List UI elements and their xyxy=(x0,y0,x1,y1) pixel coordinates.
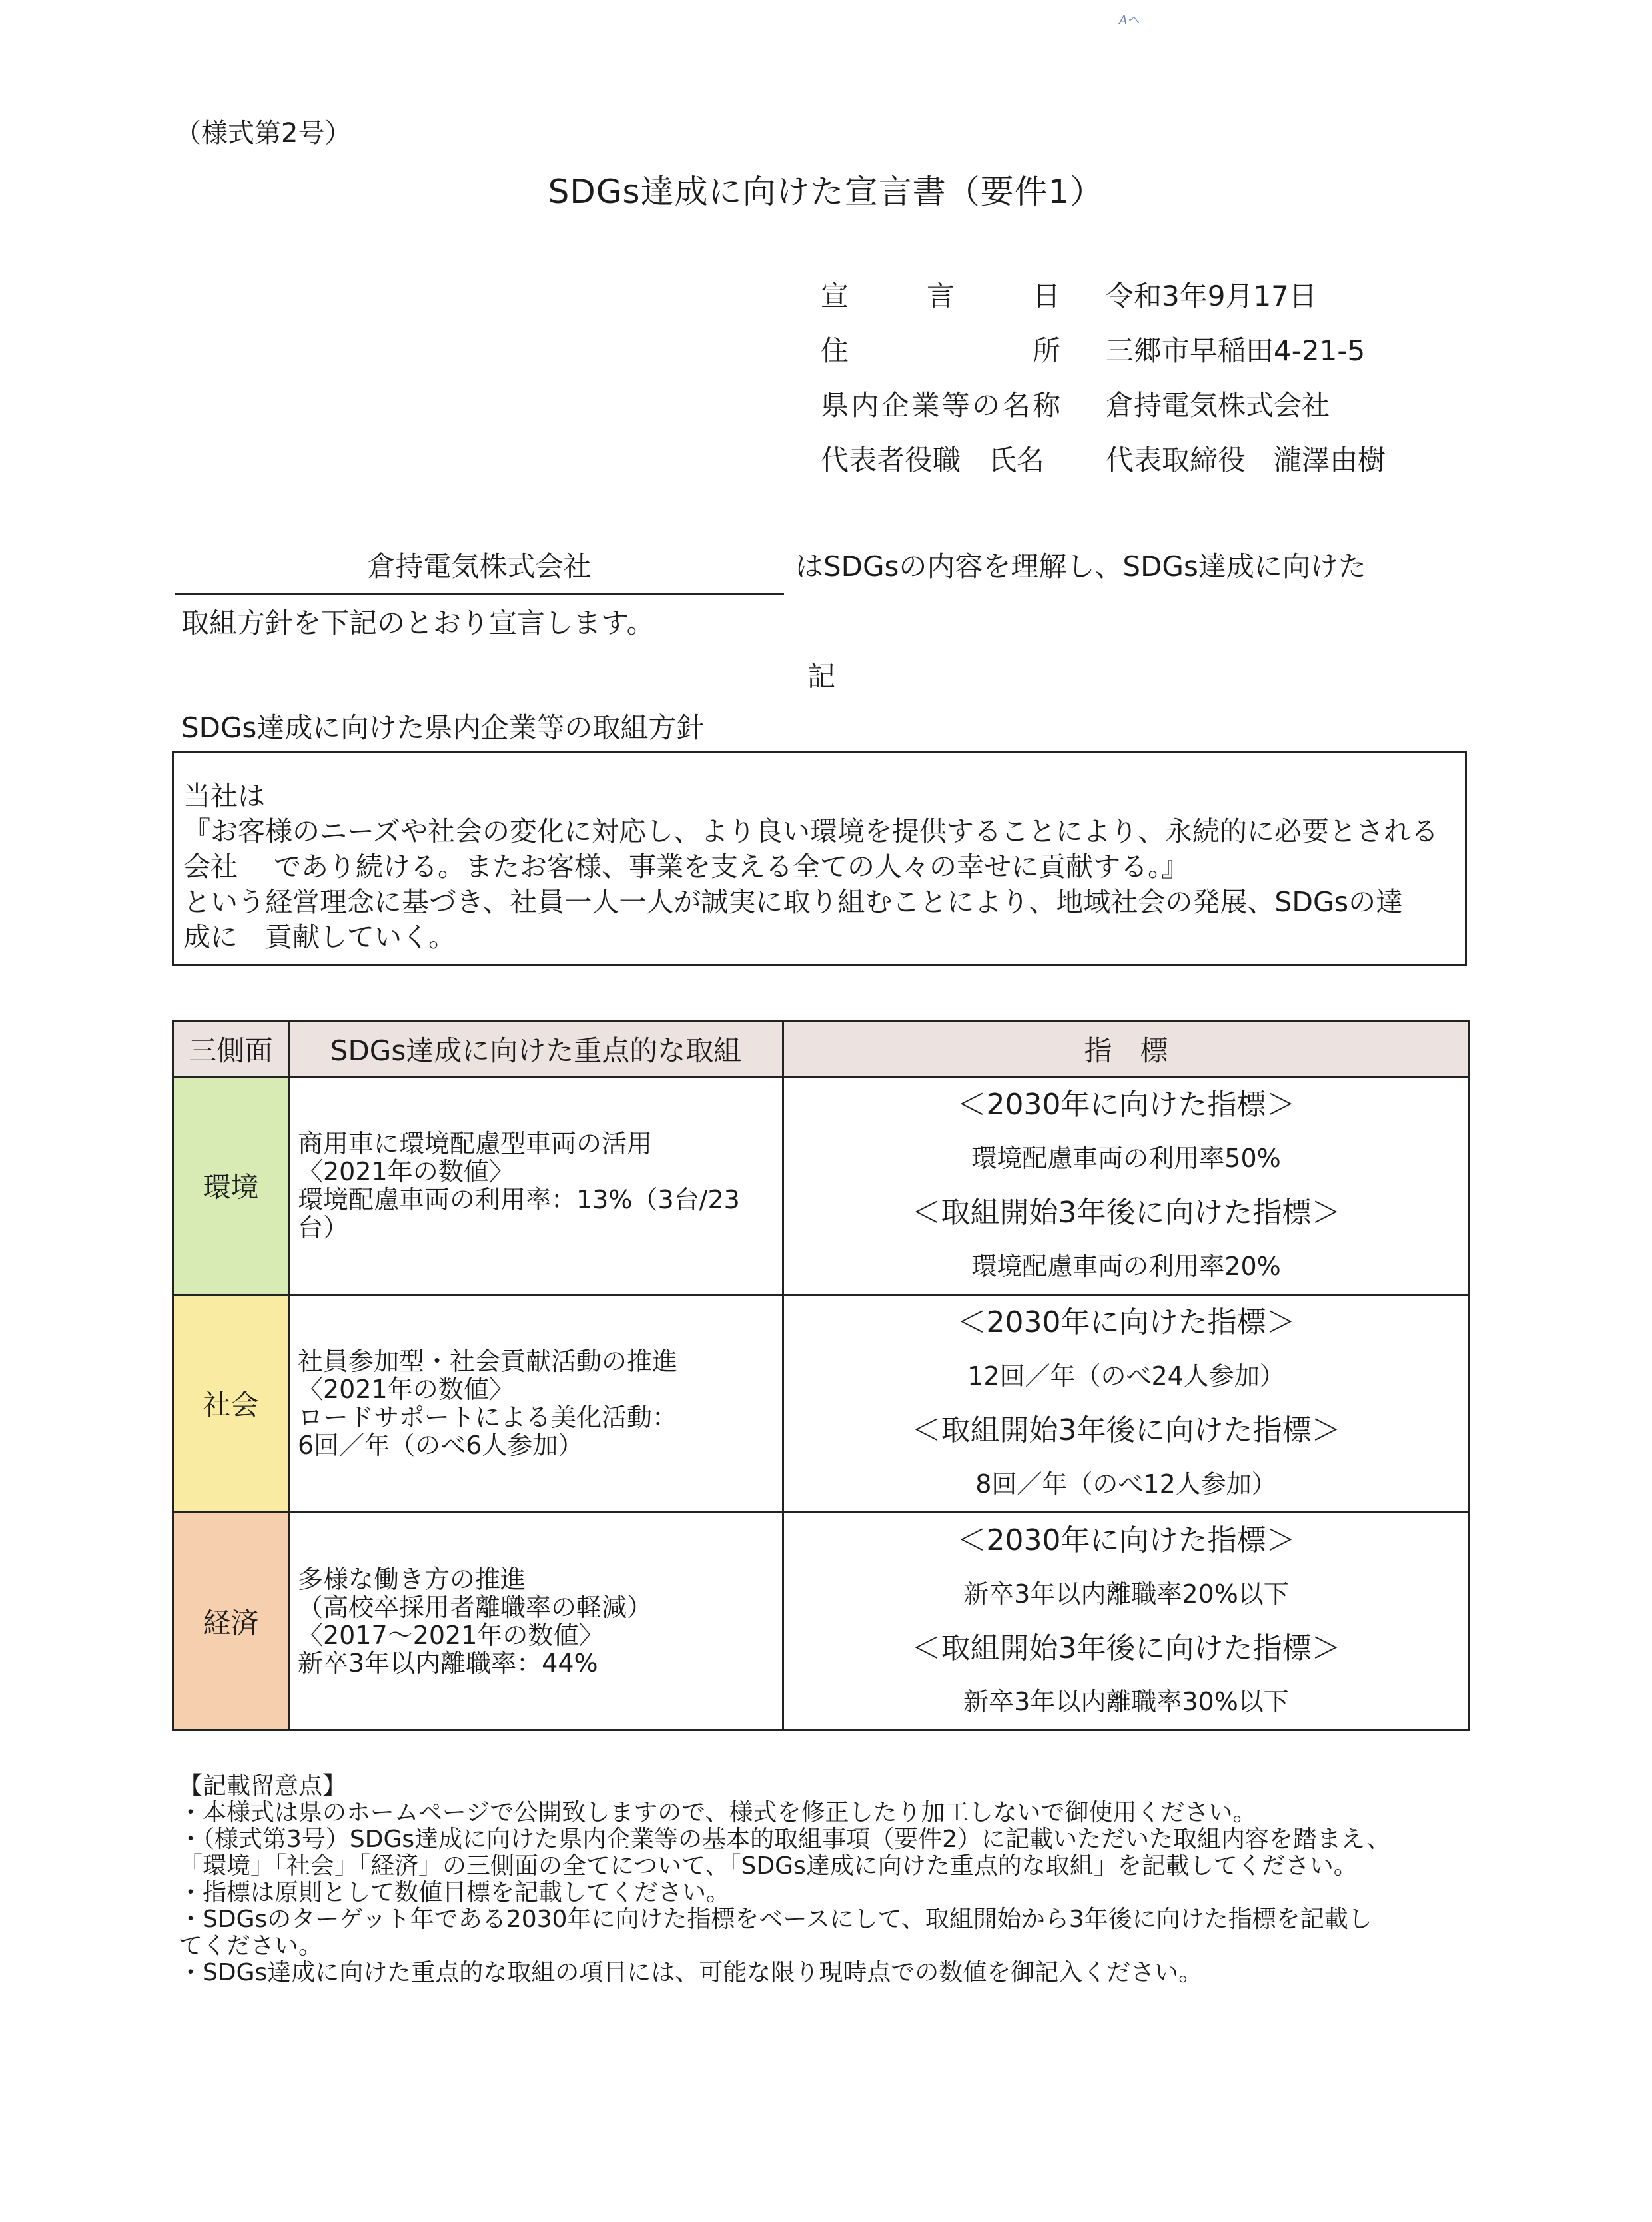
aspect-economy: 経済 xyxy=(173,1513,289,1730)
aspect-environment: 環境 xyxy=(173,1077,289,1295)
company-name-value: 倉持電気株式会社 xyxy=(1106,389,1330,422)
date-label-char: 日 xyxy=(1032,280,1060,312)
declaration-date: 令和3年9月17日 xyxy=(1106,280,1317,312)
scan-mark: Aヘ xyxy=(1119,13,1140,27)
indicator-2030-value: 新卒3年以内離職率20%以下 xyxy=(963,1579,1289,1609)
company-label-char: 等 xyxy=(941,389,970,422)
company-label-char: 業 xyxy=(911,389,940,422)
indicators-society xyxy=(783,1295,1469,1513)
indicator-3yr-value: 8回／年（のべ12人参加） xyxy=(975,1469,1277,1499)
form-number: （様式第2号） xyxy=(175,118,352,149)
policy-line: 成に 貢献していく。 xyxy=(183,921,456,953)
initiative-line: 〈2021年の数値〉 xyxy=(298,1157,514,1186)
initiative-economy xyxy=(289,1513,783,1730)
indicator-3yr-value: 環境配慮車両の利用率20% xyxy=(971,1252,1281,1281)
note-line: ・本様式は県のホームページで公開致しますので、様式を修正したり加工しないで御使用ください。 xyxy=(179,1799,1257,1826)
representative-label: 代表者役職 氏名 xyxy=(821,444,1045,476)
notes-section xyxy=(179,1773,1511,1986)
indicator-3yr-heading: ＜取組開始3年後に向けた指標＞ xyxy=(911,1196,1341,1230)
initiative-line: 台） xyxy=(298,1213,349,1242)
initiative-line: 商用車に環境配慮型車両の活用 xyxy=(298,1129,653,1158)
note-line: てください。 xyxy=(179,1932,323,1960)
date-label xyxy=(821,274,1060,314)
initiative-line: ロードサポートによる美化活動： xyxy=(298,1403,678,1432)
initiative-line: 6回／年（のべ6人参加） xyxy=(298,1431,584,1460)
table-row-economy xyxy=(173,1513,1469,1730)
policy-box xyxy=(172,751,1467,966)
indicator-2030-heading: ＜2030年に向けた指標＞ xyxy=(957,1088,1296,1122)
company-name-label xyxy=(821,384,1060,424)
indicator-2030-value: 環境配慮車両の利用率50% xyxy=(971,1144,1281,1173)
address-value: 三郷市早稲田4-21-5 xyxy=(1106,334,1366,367)
company-label-char: 称 xyxy=(1032,389,1060,422)
note-line: ・SDGsのターゲット年である2030年に向けた指標をベースにして、取組開始から3年後に向けた指標を記載し xyxy=(179,1906,1372,1933)
initiative-line: 〈2021年の数値〉 xyxy=(298,1375,514,1404)
indicator-3yr-heading: ＜取組開始3年後に向けた指標＞ xyxy=(911,1631,1341,1665)
indicator-2030-heading: ＜2030年に向けた指標＞ xyxy=(957,1523,1296,1557)
notes-heading: 【記載留意点】 xyxy=(179,1772,347,1800)
representative-value: 代表取締役 瀧澤由樹 xyxy=(1106,444,1386,476)
table-row-environment xyxy=(173,1077,1469,1295)
policy-line: 当社は xyxy=(183,780,265,812)
policy-line: 『お客様のニーズや社会の変化に対応し、より良い環境を提供することにより、永続的に必要とされる xyxy=(183,815,1438,847)
initiative-line: 多様な働き方の推進 xyxy=(298,1565,526,1594)
table-header-row xyxy=(173,1022,1469,1077)
initiative-line: （高校卒採用者離職率の軽減） xyxy=(298,1593,653,1622)
company-label-char: 内 xyxy=(851,389,879,422)
goals-table xyxy=(172,1020,1470,1731)
date-label-char: 言 xyxy=(926,280,955,312)
initiative-environment xyxy=(289,1077,783,1295)
intro-line-2: 取組方針を下記のとおり宣言します。 xyxy=(181,607,655,639)
indicator-2030-value: 12回／年（のべ24人参加） xyxy=(967,1361,1285,1391)
policy-line: という経営理念に基づき、社員一人一人が誠実に取り組むことにより、地域社会の発展、SDGsの達 xyxy=(183,886,1404,918)
indicator-2030-heading: ＜2030年に向けた指標＞ xyxy=(957,1305,1296,1339)
initiative-society xyxy=(289,1295,783,1513)
company-label-char: 企 xyxy=(881,389,909,422)
intro-company-blank: 倉持電気株式会社 xyxy=(175,545,784,595)
address-label-char: 住 xyxy=(821,334,849,367)
header-indicator: 指 標 xyxy=(783,1022,1469,1077)
address-label xyxy=(821,329,1060,369)
note-line: 「環境」「社会」「経済」の三側面の全てについて、「SDGs達成に向けた重点的な取組」を記載してください。 xyxy=(179,1852,1358,1880)
indicators-environment xyxy=(783,1077,1469,1295)
initiative-line: 社員参加型・社会貢献活動の推進 xyxy=(298,1347,678,1376)
note-line: ・指標は原則として数値目標を記載してください。 xyxy=(179,1879,731,1906)
intro-line-1: はSDGsの内容を理解し、SDGs達成に向けた xyxy=(795,550,1366,583)
company-label-char: 県 xyxy=(821,389,849,422)
company-label-char: の xyxy=(972,389,1001,422)
ki-heading: 記 xyxy=(807,660,836,693)
document-title: SDGs達成に向けた宣言書（要件1） xyxy=(548,173,1104,211)
address-label-char: 所 xyxy=(1032,334,1060,367)
initiative-line: 環境配慮車両の利用率：13%（3台/23 xyxy=(298,1185,740,1214)
indicator-3yr-heading: ＜取組開始3年後に向けた指標＞ xyxy=(911,1413,1341,1447)
header-aspect: 三側面 xyxy=(173,1022,289,1077)
aspect-society: 社会 xyxy=(173,1295,289,1513)
note-line: ・SDGs達成に向けた重点的な取組の項目には、可能な限り現時点での数値を御記入ください。 xyxy=(179,1959,1203,1986)
policy-line: 会社 であり続ける。またお客様、事業を支える全ての人々の幸せに貢献する。』 xyxy=(183,851,1189,883)
company-label-char: 名 xyxy=(1002,389,1031,422)
initiative-line: 新卒3年以内離職率：44% xyxy=(298,1649,598,1678)
policy-heading: SDGs達成に向けた県内企業等の取組方針 xyxy=(181,711,705,744)
initiative-line: 〈2017～2021年の数値〉 xyxy=(298,1621,604,1650)
note-line: ・（様式第3号）SDGs達成に向けた県内企業等の基本的取組事項（要件2）に記載いただいた取組内容を踏まえ、 xyxy=(179,1826,1391,1853)
indicator-3yr-value: 新卒3年以内離職率30%以下 xyxy=(963,1687,1289,1716)
indicators-economy xyxy=(783,1513,1469,1730)
table-row-society xyxy=(173,1295,1469,1513)
header-initiative: SDGs達成に向けた重点的な取組 xyxy=(289,1022,783,1077)
date-label-char: 宣 xyxy=(821,280,849,312)
